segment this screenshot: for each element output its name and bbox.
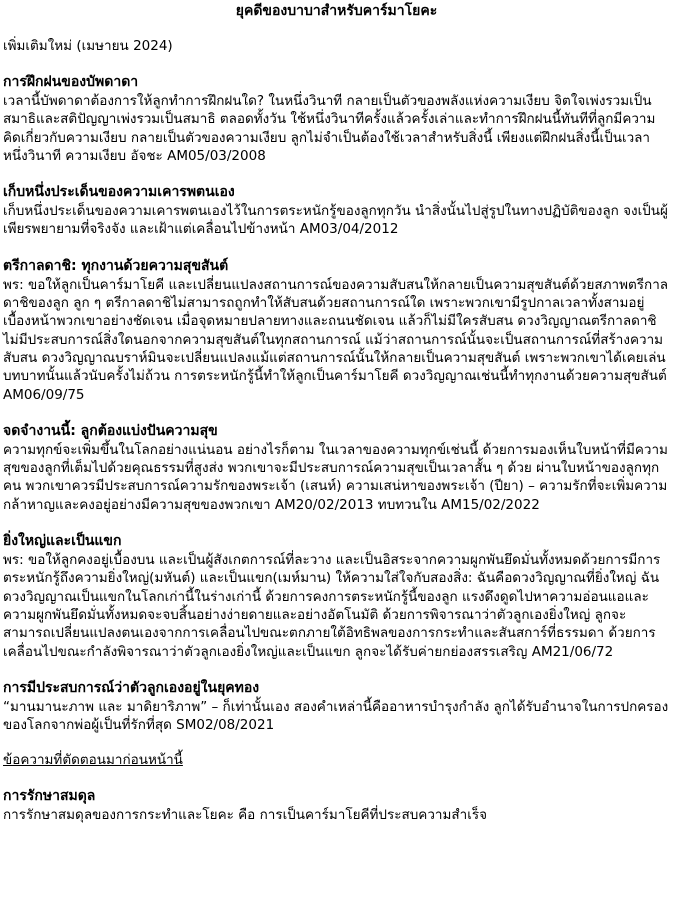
section-golden-age — [3, 678, 670, 735]
section-heading: เก็บหนึ่งประเด็นของความเคารพตนเอง — [3, 184, 235, 201]
page-title: ยุคดีของบาบาสำหรับคาร์มาโยคะ — [235, 3, 438, 19]
section-body: ความทุกข์จะเพิ่มขึ้นในโลกอย่างแน่นอน อย่างไรก็ตาม ในเวลาของความทุกข์เช่นนี้ ด้วยการมองเห็นใบหน้าที่มีความสุขของลูกที่เต็มไปด้วยคุณธรรมที่สูงส่ง พวกเขาจะมีประสบการณ์ความสุขเป็นเวลาสั้น ๆ ด้วย ผ่านใบหน้าของลูกทุกคน พวกเขาควรมีประสบการณ์ความรักของพระเจ้า (เสนห์) ความเสน่หาของพระเจ้า (ปียา) – ความรักที่จะเพิ่มความกล้าหาญและคงอยู่อย่างมีความสุขของพวกเขา AM20/02/2013 ทบทวนใน AM15/02/2022 — [3, 441, 668, 513]
section-body: เก็บหนึ่งประเด็นของความเคารพตนเองไว้ในการตระหนักรู้ของลูกทุกวัน นำสิ่งนั้นไปสู่รูปในทางปฏิบัติของลูก จงเป็นผู้เพียรพยายามที่จริงจัง และเฝ้าแต่เคลื่อนไปข้างหน้า AM03/04/2012 — [3, 203, 668, 238]
page-subtitle: เพิ่มเติมใหม่ (เมษายน 2024) — [3, 38, 173, 54]
section-self-respect — [3, 182, 670, 239]
section-body: “มานมานะภาพ และ มาดิยาริภาพ” – ก็เท่านั้นเอง สองคำเหล่านี้คืออาหารบำรุงกำลัง ลูกได้รับอำนาจในการปกครองของโลกจากพ่อผู้เป็นที่รักที่สุด SM02/08/2021 — [3, 698, 669, 734]
section-body: พร: ขอให้ลูกคงอยู่เบื้องบน และเป็นผู้สังเกตการณ์ที่ละวาง และเป็นอิสระจากความผูกพันยึดมั่นทั้งหมดด้วยการมีการตระหนักรู้ถึงความยิ่งใหญ่(มหันต์) และเป็นแขก(เมห์มาน) ให้ความใส่ใจกับสองสิ่ง: ฉันคือดวงวิญญาณที่ยิ่งใหญ่ ฉันดวงวิญญาณเป็นแขกในโลกเก่านี้ในร่างเก่านี้ ด้วยการคงการตระหนักรู้นี้ของลูก แรงดึงดูดไปหาความอ่อนแอและความผูกพันยึดมั่นทั้งหมดจะจบสิ้นอย่างง่ายดายและอย่างอัตโนมัติ ด้วยการพิจารณาว่าตัวลูกเองยิ่งใหญ่ ลูกจะสามารถเปลี่ยนแปลงตนเองจากการเคลื่อนไปขณะตกภายใต้อิทธิพลของการกระทำและสันสการ์ที่ธรรมดา ด้วยการเคลื่อนไปขณะกำลังพิจารณาว่าตัวลูกเองยิ่งใหญ่และเป็นแขก ลูกจะได้รับค่ายกย่องสรรเสริญ AM21/06/72 — [3, 552, 661, 660]
section-heading: ตรีกาลดาชิ: ทุกงานด้วยความสุขสันต์ — [3, 257, 229, 274]
section-heading: การฝึกฝนของบัพดาดา — [3, 74, 139, 90]
section-practice — [3, 72, 670, 165]
section-heading: การรักษาสมดุล — [3, 788, 96, 805]
section-trikaldarshi — [3, 256, 670, 404]
section-body: การรักษาสมดุลของการกระทำและโยคะ คือ การเป็นคาร์มาโยคีที่ประสบความสำเร็จ — [3, 807, 487, 824]
previous-excerpts-link[interactable]: ข้อความที่ตัดตอนมาก่อนหน้านี้ — [3, 752, 183, 769]
section-great-and-guest — [3, 531, 670, 661]
section-share-happiness — [3, 421, 670, 514]
section-body: เวลานี้บัพดาดาต้องการให้ลูกทำการฝึกฝนใด? ในหนึ่งวินาที กลายเป็นตัวของพลังแห่งความเงียบ จิตใจเพ่งรวมเป็นสมาธิและสติปัญญาเพ่งรวมเป็นสมาธิ ตลอดทั้งวัน ใช้หนึ่งวินาทีครั้งแล้วครั้งเล่าและทำการฝึกฝนนี้ทันทีที่ลูกมีความคิดเกี่ยวกับความเงียบ กลายเป็นตัวของความเงียบ ลูกไม่จำเป็นต้องใช้เวลาสำหรับสิ่งนี้ เพียงแต่ฝึกฝนสิ่งนี้เป็นเวลาหนึ่งวินาที ความเงียบ อัจชะ AM05/03/2008 — [3, 93, 656, 164]
section-body: พร: ขอให้ลูกเป็นคาร์มาโยคี และเปลี่ยนแปลงสถานการณ์ของความสับสนให้กลายเป็นความสุขสันต์ด้วยสภาพตรีกาลดาชิของลูก ลูก ๆ ตรีกาลดาชิไม่สามารถถูกทำให้สับสนด้วยสถานการณ์ใด เพราะพวกเขามีรูปกาลเวลาทั้งสามอยู่เบื้องหน้าพวกเขาอย่างชัดเจน เมื่อจุดหมายปลายทางและถนนชัดเจน แล้วก็ไม่มีใครสับสน ดวงวิญญาณตรีกาลดาชิไม่มีประสบการณ์สิ่งใดนอกจากความสุขสันต์ในทุกสถานการณ์ แม้ว่าสถานการณ์นั้นจะเป็นสถานการณ์ที่สร้างความสับสน ดวงวิญญาณบราห์มินจะเปลี่ยนแปลงแม้แต่สถานการณ์นั้นให้กลายเป็นความสุขสันต์ เพราะพวกเขาได้เคยเล่นบทบาทนั้นแล้วนับครั้งไม่ถ้วน การตระหนักรู้นี้ทำให้ลูกเป็นคาร์มาโยคี ดวงวิญญาณเช่นนี้ทำทุกงานด้วยความสุขสันต์ AM06/09/75 — [3, 276, 669, 403]
section-heading: จดจำงานนี้: ลูกต้องแบ่งปันความสุข — [3, 422, 218, 439]
section-heading: ยิ่งใหญ่และเป็นแขก — [3, 533, 122, 550]
section-heading: การมีประสบการณ์ว่าตัวลูกเองอยู่ในยุคทอง — [3, 679, 260, 696]
section-balance — [3, 786, 670, 824]
